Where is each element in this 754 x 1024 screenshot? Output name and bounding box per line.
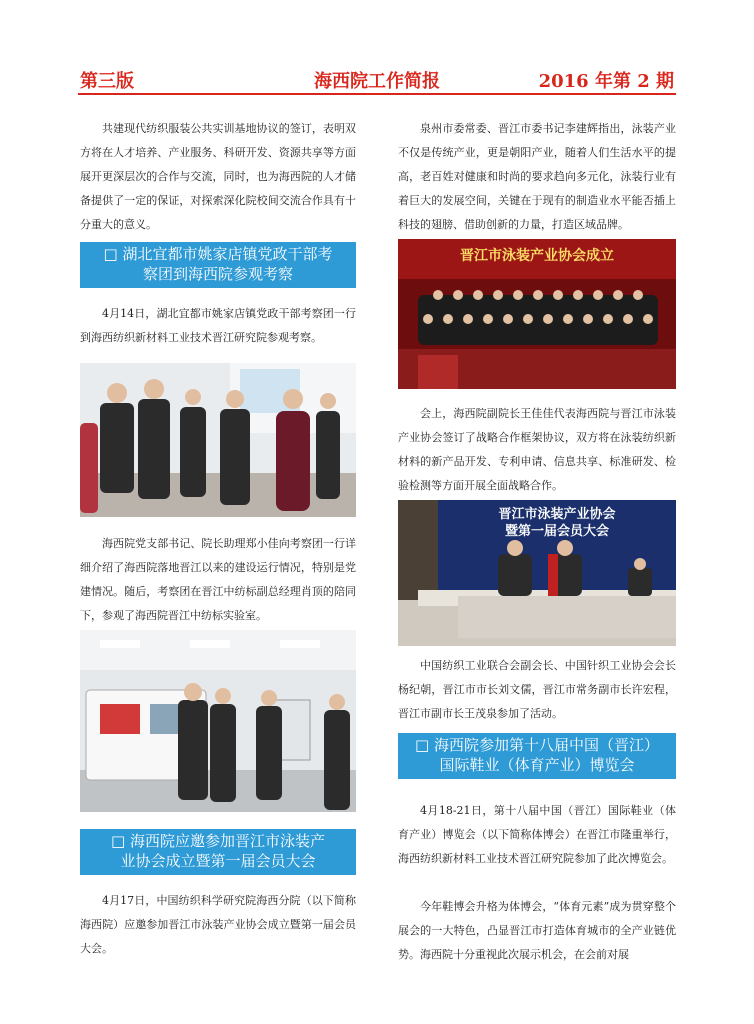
photo-banner-text: 晋江市泳装产业协会成立: [460, 248, 614, 264]
heading-line: 国际鞋业（体育产业）博览会: [439, 756, 635, 774]
left-paragraph-2: 4月14日，湖北宜都市姚家店镇党政干部考察团一行到海西纺织新材料工业技术晋江研究院参观考察。: [80, 307, 356, 344]
banner-line: 晋江市泳装产业协会: [498, 507, 616, 522]
section-heading-expo: [398, 733, 676, 779]
left-paragraph-4: 4月17日，中国纺织科学研究院海西分院（以下简称海西院）应邀参加晋江市泳装产业协会成立暨第一届会员大会。: [80, 894, 356, 955]
right-paragraph-1: 泉州市委常委、晋江市委书记李建辉指出，泳装产业不仅是传统产业，更是朝阳产业，随着人们生活水平的提高，老百姓对健康和时尚的要求趋向多元化，泳装行业有着巨大的发展空间，关键在于现有的制造业水平能否插上科技的翅膀、借助创新的力量，打造区域品牌。: [398, 122, 676, 231]
right-paragraph-4: 4月18-21日，第十八届中国（晋江）国际鞋业（体育产业）博览会（以下简称体博会）在晋江市隆重举行，海西纺织新材料工业技术晋江研究院参加了此次博览会。: [398, 804, 676, 865]
section-heading-swimwear: [80, 829, 356, 875]
photo-delegation-visit: [80, 363, 356, 517]
heading-line: 察团到海西院参观考察: [142, 265, 293, 283]
photo-banner-text: [438, 506, 676, 540]
left-paragraph-1: 共建现代纺织服装公共实训基地协议的签订，表明双方将在人才培养、产业服务、科研开发、资源共享等方面展开更深层次的合作与交流，同时，也为海西院的人才储备提供了一定的保证，对探索深化院校间交流合作具有十分重大的意义。: [80, 122, 356, 231]
heading-line: □ 海西院应邀参加晋江市泳装产: [111, 832, 325, 850]
banner-line: 暨第一届会员大会: [504, 524, 609, 539]
section-heading-yidu: [80, 242, 356, 288]
section-label: 第三版: [80, 71, 134, 92]
left-paragraph-3: 海西院党支部书记、院长助理郑小佳向考察团一行详细介绍了海西院落地晋江以来的建设运行情况，特别是党建情况。随后，考察团在晋江中纺标副总经理肖顶的陪同下，参观了海西院晋江中纺标实验室。: [80, 537, 356, 622]
photo-lab-tour: [80, 630, 356, 812]
header-rule: [78, 93, 676, 95]
issue-label: 2016 年第 2 期: [538, 71, 674, 92]
photo-agreement-signing: [398, 500, 676, 646]
right-paragraph-5: 今年鞋博会升格为体博会，“体育元素”成为贯穿整个展会的一大特色，凸显晋江市打造体育城市的全产业链优势。海西院十分重视此次展示机会，在会前对展: [398, 900, 676, 961]
newsletter-title: 海西院工作简报: [314, 71, 440, 92]
heading-line: □ 湖北宜都市姚家店镇党政干部考: [103, 245, 333, 263]
heading-line: □ 海西院参加第十八届中国（晋江）: [415, 736, 659, 754]
heading-line: 业协会成立暨第一届会员大会: [120, 852, 316, 870]
right-paragraph-3: 中国纺织工业联合会副会长、中国针织工业协会会长杨纪朝，晋江市市长刘文儒，晋江市常务副市长许宏程，晋江市副市长王茂泉参加了活动。: [398, 659, 676, 720]
photo-association-founding: [398, 239, 676, 389]
right-paragraph-2: 会上，海西院副院长王佳佳代表海西院与晋江市泳装产业协会签订了战略合作框架协议，双方将在泳装纺织新材料的新产品开发、专利申请、信息共享、标准研发、检验检测等方面开展全面战略合作。: [398, 407, 676, 492]
